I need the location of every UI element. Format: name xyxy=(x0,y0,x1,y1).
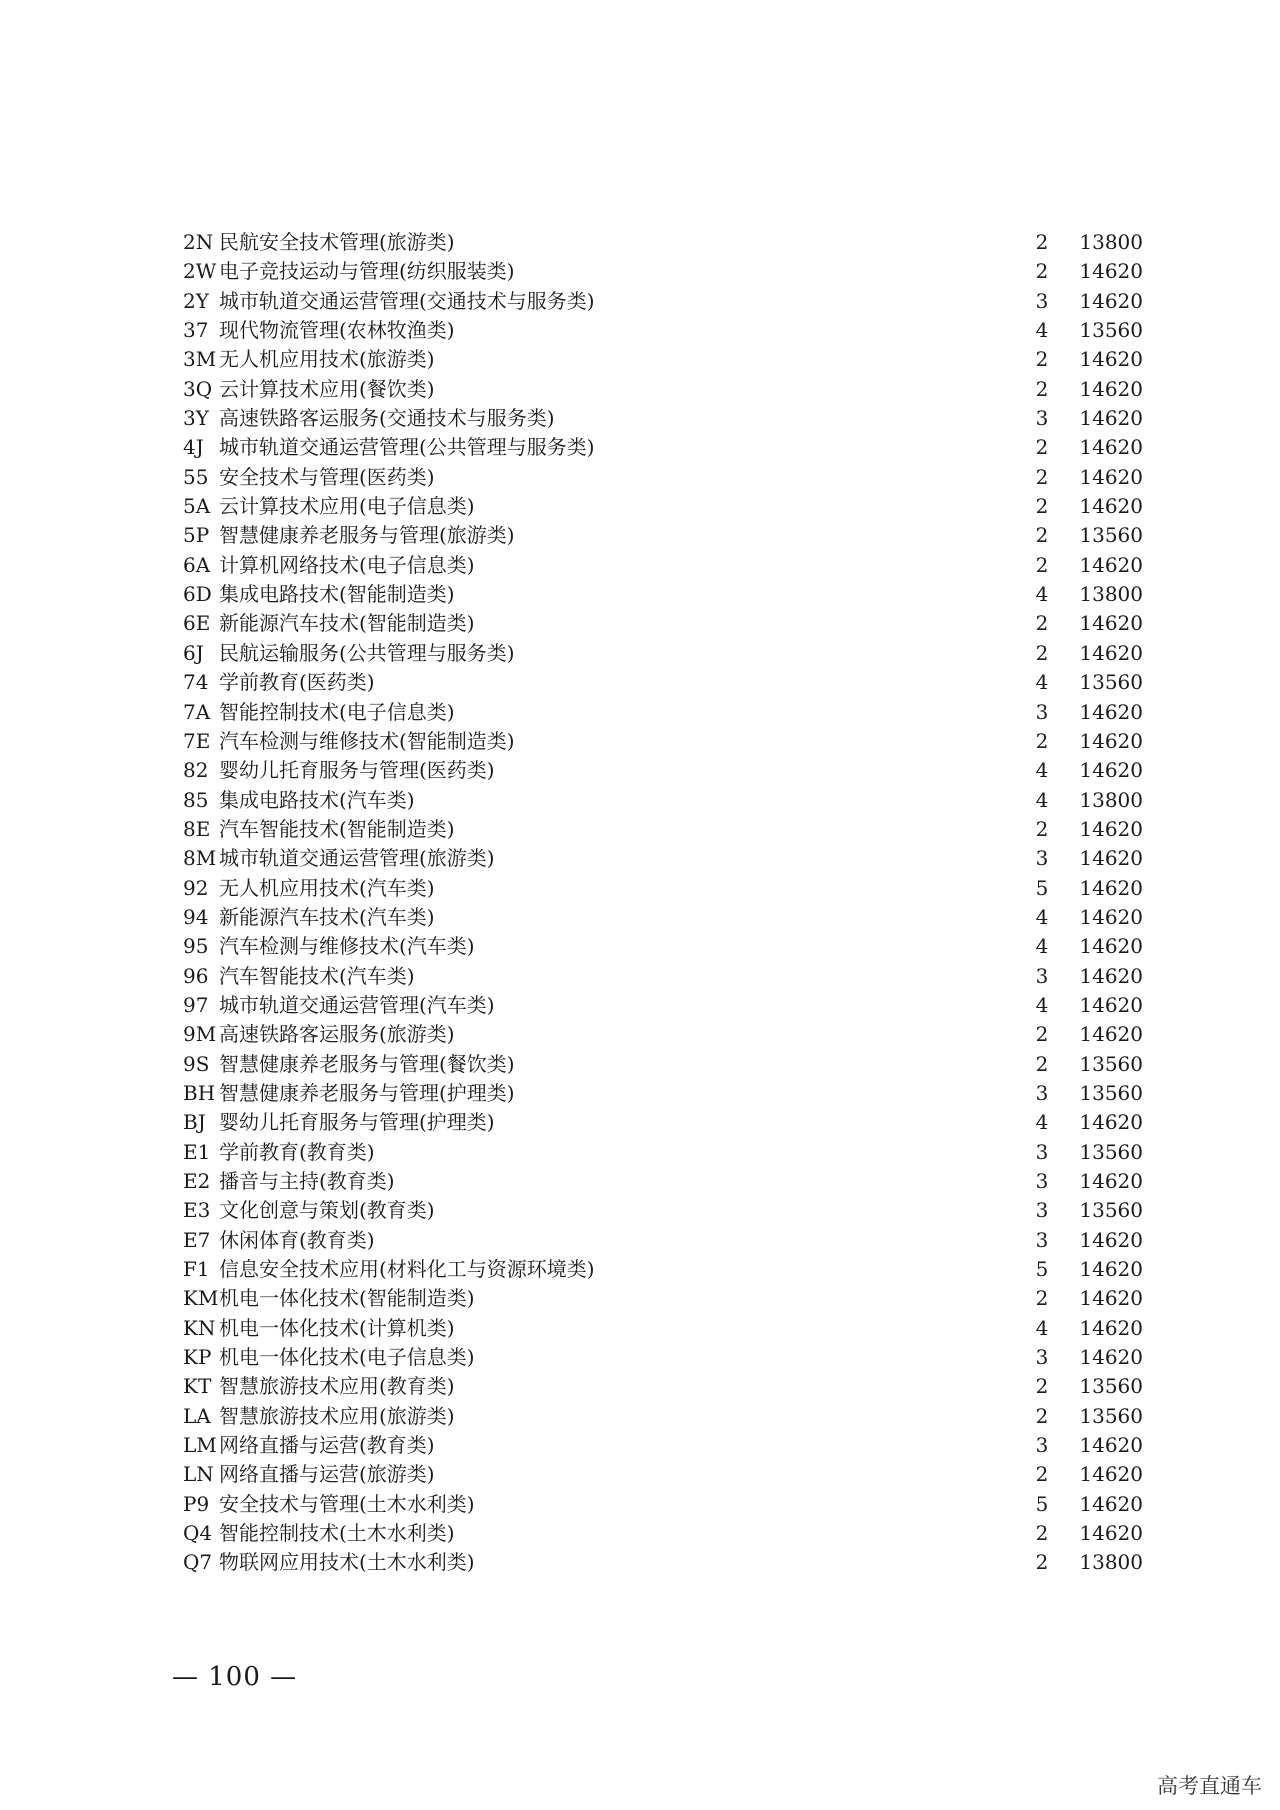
row-code: E3 xyxy=(183,1198,211,1223)
table-row xyxy=(183,492,1143,521)
table-row xyxy=(183,257,1143,286)
row-years: 4 xyxy=(1035,934,1049,959)
table-row xyxy=(183,609,1143,638)
table-row xyxy=(183,1519,1143,1548)
row-name: 汽车智能技术(智能制造类) xyxy=(219,816,455,841)
row-fee: 14620 xyxy=(1079,1462,1143,1487)
table-row xyxy=(183,1108,1143,1137)
row-name: 高速铁路客运服务(交通技术与服务类) xyxy=(219,406,555,431)
row-years: 3 xyxy=(1035,846,1049,871)
table-row xyxy=(183,316,1143,345)
row-code: 2N xyxy=(183,230,214,254)
watermark: 高考直通车 xyxy=(1157,1774,1262,1798)
row-code: 82 xyxy=(183,758,209,783)
table-row xyxy=(183,1343,1143,1372)
row-name: 新能源汽车技术(智能制造类) xyxy=(219,611,475,636)
row-years: 4 xyxy=(1035,1315,1049,1340)
row-years: 2 xyxy=(1035,1051,1049,1076)
row-code: 3Q xyxy=(183,376,213,401)
row-name: 汽车检测与维修技术(智能制造类) xyxy=(219,728,515,753)
row-name: 休闲体育(教育类) xyxy=(219,1227,375,1252)
table-row xyxy=(183,756,1143,785)
row-fee: 14620 xyxy=(1079,992,1143,1017)
row-years: 3 xyxy=(1035,1198,1049,1223)
row-years: 2 xyxy=(1035,728,1049,753)
row-fee: 14620 xyxy=(1079,376,1143,401)
table-row xyxy=(183,844,1143,873)
table-row xyxy=(183,433,1143,462)
row-years: 2 xyxy=(1035,1521,1049,1546)
row-years: 4 xyxy=(1035,582,1049,607)
row-years: 2 xyxy=(1035,347,1049,372)
row-code: 8M xyxy=(183,846,217,871)
row-code: BJ xyxy=(183,1110,206,1135)
row-fee: 13800 xyxy=(1079,787,1143,812)
row-years: 4 xyxy=(1035,904,1049,929)
row-name: 无人机应用技术(旅游类) xyxy=(219,347,435,372)
row-years: 4 xyxy=(1035,318,1049,343)
row-name: 智慧健康养老服务与管理(旅游类) xyxy=(219,523,515,548)
table-row xyxy=(183,1020,1143,1049)
row-fee: 14620 xyxy=(1079,259,1143,284)
row-fee: 13560 xyxy=(1079,1051,1143,1076)
row-code: 7E xyxy=(183,728,211,753)
row-code: 96 xyxy=(183,963,209,988)
row-name: 民航安全技术管理(旅游类) xyxy=(219,230,455,254)
row-fee: 14620 xyxy=(1079,1227,1143,1252)
row-fee: 13800 xyxy=(1079,582,1143,607)
row-fee: 14620 xyxy=(1079,1521,1143,1546)
row-years: 3 xyxy=(1035,288,1049,313)
row-code: 2Y xyxy=(183,288,209,313)
row-years: 3 xyxy=(1035,1227,1049,1252)
row-years: 2 xyxy=(1035,640,1049,665)
row-name: 汽车检测与维修技术(汽车类) xyxy=(219,934,475,959)
row-code: 6A xyxy=(183,552,211,577)
row-fee: 14620 xyxy=(1079,846,1143,871)
row-years: 2 xyxy=(1035,611,1049,636)
row-code: KM xyxy=(183,1286,219,1311)
row-name: 播音与主持(教育类) xyxy=(219,1169,395,1193)
row-fee: 14620 xyxy=(1079,347,1143,372)
row-name: 信息安全技术应用(材料化工与资源环境类) xyxy=(219,1257,595,1282)
table-row xyxy=(183,1460,1143,1489)
row-name: 机电一体化技术(电子信息类) xyxy=(219,1345,475,1370)
row-code: LN xyxy=(183,1462,214,1487)
row-years: 4 xyxy=(1035,992,1049,1017)
row-fee: 14620 xyxy=(1079,1169,1143,1193)
row-name: 云计算技术应用(餐饮类) xyxy=(219,376,435,401)
row-years: 2 xyxy=(1035,259,1049,284)
row-fee: 13560 xyxy=(1079,523,1143,548)
row-years: 3 xyxy=(1035,1169,1049,1193)
row-name: 网络直播与运营(教育类) xyxy=(219,1433,435,1458)
table-row xyxy=(183,1284,1143,1313)
row-fee: 14620 xyxy=(1079,1110,1143,1135)
row-years: 2 xyxy=(1035,494,1049,519)
row-years: 4 xyxy=(1035,670,1049,695)
table-row xyxy=(183,1372,1143,1401)
program-table xyxy=(183,228,1143,1578)
row-fee: 13560 xyxy=(1079,1139,1143,1164)
row-name: 电子竞技运动与管理(纺织服装类) xyxy=(219,259,515,284)
row-name: 网络直播与运营(旅游类) xyxy=(219,1462,435,1487)
table-row xyxy=(183,1314,1143,1343)
table-row xyxy=(183,874,1143,903)
row-name: 婴幼儿托育服务与管理(医药类) xyxy=(219,758,495,783)
row-name: 城市轨道交通运营管理(旅游类) xyxy=(219,846,495,871)
row-name: 智能控制技术(土木水利类) xyxy=(219,1521,455,1546)
table-row xyxy=(183,727,1143,756)
row-years: 5 xyxy=(1035,1491,1049,1516)
table-row xyxy=(183,698,1143,727)
table-row xyxy=(183,815,1143,844)
row-years: 3 xyxy=(1035,1139,1049,1164)
row-name: 城市轨道交通运营管理(公共管理与服务类) xyxy=(219,435,595,460)
row-years: 3 xyxy=(1035,406,1049,431)
row-name: 智慧旅游技术应用(旅游类) xyxy=(219,1403,455,1428)
row-fee: 14620 xyxy=(1079,758,1143,783)
table-row xyxy=(183,375,1143,404)
table-row xyxy=(183,668,1143,697)
row-fee: 14620 xyxy=(1079,1433,1143,1458)
row-code: LA xyxy=(183,1403,211,1428)
row-name: 机电一体化技术(计算机类) xyxy=(219,1315,455,1340)
row-fee: 14620 xyxy=(1079,963,1143,988)
row-code: E1 xyxy=(183,1139,211,1164)
row-code: 6D xyxy=(183,582,212,607)
row-fee: 13560 xyxy=(1079,1198,1143,1223)
row-fee: 13800 xyxy=(1079,230,1143,254)
row-code: KN xyxy=(183,1315,216,1340)
row-fee: 14620 xyxy=(1079,1257,1143,1282)
row-code: 9M xyxy=(183,1022,217,1047)
row-name: 无人机应用技术(汽车类) xyxy=(219,875,435,900)
row-years: 2 xyxy=(1035,1374,1049,1399)
table-row xyxy=(183,1196,1143,1225)
row-name: 安全技术与管理(医药类) xyxy=(219,464,435,489)
row-years: 2 xyxy=(1035,230,1049,254)
table-row xyxy=(183,1402,1143,1431)
table-row xyxy=(183,1255,1143,1284)
row-name: 学前教育(医药类) xyxy=(219,670,375,695)
table-row xyxy=(183,1079,1143,1108)
row-name: 物联网应用技术(土木水利类) xyxy=(219,1550,475,1575)
table-row xyxy=(183,1050,1143,1079)
row-fee: 13560 xyxy=(1079,670,1143,695)
row-fee: 14620 xyxy=(1079,1286,1143,1311)
row-years: 5 xyxy=(1035,875,1049,900)
row-code: 6E xyxy=(183,611,211,636)
table-row xyxy=(183,404,1143,433)
row-name: 云计算技术应用(电子信息类) xyxy=(219,494,475,519)
row-years: 3 xyxy=(1035,1345,1049,1370)
row-years: 4 xyxy=(1035,1110,1049,1135)
row-name: 城市轨道交通运营管理(汽车类) xyxy=(219,992,495,1017)
row-years: 2 xyxy=(1035,1022,1049,1047)
row-years: 3 xyxy=(1035,1433,1049,1458)
row-code: F1 xyxy=(183,1257,210,1282)
row-name: 智慧健康养老服务与管理(餐饮类) xyxy=(219,1051,515,1076)
table-row xyxy=(183,1431,1143,1460)
row-fee: 13560 xyxy=(1079,1403,1143,1428)
row-code: 8E xyxy=(183,816,211,841)
table-row xyxy=(183,932,1143,961)
row-code: 9S xyxy=(183,1051,210,1076)
row-fee: 14620 xyxy=(1079,640,1143,665)
row-name: 集成电路技术(汽车类) xyxy=(219,787,415,812)
row-name: 安全技术与管理(土木水利类) xyxy=(219,1491,475,1516)
table-row xyxy=(183,580,1143,609)
table-row xyxy=(183,551,1143,580)
row-fee: 14620 xyxy=(1079,1315,1143,1340)
row-years: 2 xyxy=(1035,464,1049,489)
row-name: 民航运输服务(公共管理与服务类) xyxy=(219,640,515,665)
row-code: 94 xyxy=(183,904,209,929)
table-row xyxy=(183,463,1143,492)
row-years: 3 xyxy=(1035,1080,1049,1105)
row-code: 37 xyxy=(183,318,209,343)
row-code: 4J xyxy=(183,435,204,460)
row-fee: 14620 xyxy=(1079,552,1143,577)
row-fee: 13560 xyxy=(1079,318,1143,343)
row-fee: 13560 xyxy=(1079,1080,1143,1105)
row-code: 3Y xyxy=(183,406,209,431)
row-years: 2 xyxy=(1035,376,1049,401)
row-fee: 14620 xyxy=(1079,406,1143,431)
row-years: 3 xyxy=(1035,963,1049,988)
row-fee: 14620 xyxy=(1079,875,1143,900)
row-code: 5P xyxy=(183,523,210,548)
table-row xyxy=(183,1167,1143,1196)
row-name: 机电一体化技术(智能制造类) xyxy=(219,1286,475,1311)
row-name: 高速铁路客运服务(旅游类) xyxy=(219,1022,455,1047)
table-row xyxy=(183,228,1143,257)
row-name: 集成电路技术(智能制造类) xyxy=(219,582,455,607)
row-code: 7A xyxy=(183,699,211,724)
row-code: 97 xyxy=(183,992,209,1017)
row-code: 55 xyxy=(183,464,209,489)
row-code: 3M xyxy=(183,347,217,372)
table-row xyxy=(183,639,1143,668)
row-fee: 14620 xyxy=(1079,288,1143,313)
row-fee: 14620 xyxy=(1079,1345,1143,1370)
row-code: 92 xyxy=(183,875,209,900)
row-name: 智慧旅游技术应用(教育类) xyxy=(219,1374,455,1399)
table-row xyxy=(183,1490,1143,1519)
row-years: 2 xyxy=(1035,816,1049,841)
row-fee: 13800 xyxy=(1079,1550,1143,1575)
table-row xyxy=(183,345,1143,374)
row-code: E2 xyxy=(183,1169,211,1193)
row-years: 2 xyxy=(1035,1286,1049,1311)
row-years: 2 xyxy=(1035,1462,1049,1487)
row-code: KP xyxy=(183,1345,212,1370)
row-name: 婴幼儿托育服务与管理(护理类) xyxy=(219,1110,495,1135)
row-fee: 14620 xyxy=(1079,904,1143,929)
row-name: 汽车智能技术(汽车类) xyxy=(219,963,415,988)
row-code: 74 xyxy=(183,670,209,695)
row-code: 2W xyxy=(183,259,217,284)
table-row xyxy=(183,991,1143,1020)
table-row xyxy=(183,786,1143,815)
table-row xyxy=(183,1548,1143,1577)
table-row xyxy=(183,287,1143,316)
table-row xyxy=(183,1226,1143,1255)
row-fee: 14620 xyxy=(1079,464,1143,489)
row-fee: 13560 xyxy=(1079,1374,1143,1399)
row-code: 5A xyxy=(183,494,211,519)
row-name: 现代物流管理(农林牧渔类) xyxy=(219,318,455,343)
row-code: BH xyxy=(183,1080,216,1105)
row-fee: 14620 xyxy=(1079,934,1143,959)
row-name: 智慧健康养老服务与管理(护理类) xyxy=(219,1080,515,1105)
table-row xyxy=(183,521,1143,550)
row-fee: 14620 xyxy=(1079,816,1143,841)
row-years: 4 xyxy=(1035,787,1049,812)
row-fee: 14620 xyxy=(1079,494,1143,519)
row-years: 2 xyxy=(1035,552,1049,577)
row-code: Q4 xyxy=(183,1521,213,1546)
row-years: 3 xyxy=(1035,699,1049,724)
row-code: LM xyxy=(183,1433,217,1458)
row-fee: 14620 xyxy=(1079,699,1143,724)
table-row xyxy=(183,962,1143,991)
row-name: 文化创意与策划(教育类) xyxy=(219,1198,435,1223)
row-fee: 14620 xyxy=(1079,1022,1143,1047)
row-years: 2 xyxy=(1035,435,1049,460)
row-code: Q7 xyxy=(183,1550,213,1575)
row-years: 2 xyxy=(1035,523,1049,548)
row-code: P9 xyxy=(183,1491,210,1516)
row-code: E7 xyxy=(183,1227,211,1252)
row-name: 计算机网络技术(电子信息类) xyxy=(219,552,475,577)
row-code: 85 xyxy=(183,787,209,812)
row-years: 5 xyxy=(1035,1257,1049,1282)
row-name: 学前教育(教育类) xyxy=(219,1139,375,1164)
table-row xyxy=(183,1138,1143,1167)
row-years: 4 xyxy=(1035,758,1049,783)
page-number: — 100 — xyxy=(172,1662,298,1692)
row-code: 95 xyxy=(183,934,209,959)
row-code: 6J xyxy=(183,640,204,665)
table-row xyxy=(183,903,1143,932)
row-fee: 14620 xyxy=(1079,728,1143,753)
row-name: 智能控制技术(电子信息类) xyxy=(219,699,455,724)
row-fee: 14620 xyxy=(1079,1491,1143,1516)
row-years: 2 xyxy=(1035,1550,1049,1575)
row-name: 城市轨道交通运营管理(交通技术与服务类) xyxy=(219,288,595,313)
row-code: KT xyxy=(183,1374,212,1399)
row-fee: 14620 xyxy=(1079,611,1143,636)
row-years: 2 xyxy=(1035,1403,1049,1428)
row-name: 新能源汽车技术(汽车类) xyxy=(219,904,435,929)
row-fee: 14620 xyxy=(1079,435,1143,460)
